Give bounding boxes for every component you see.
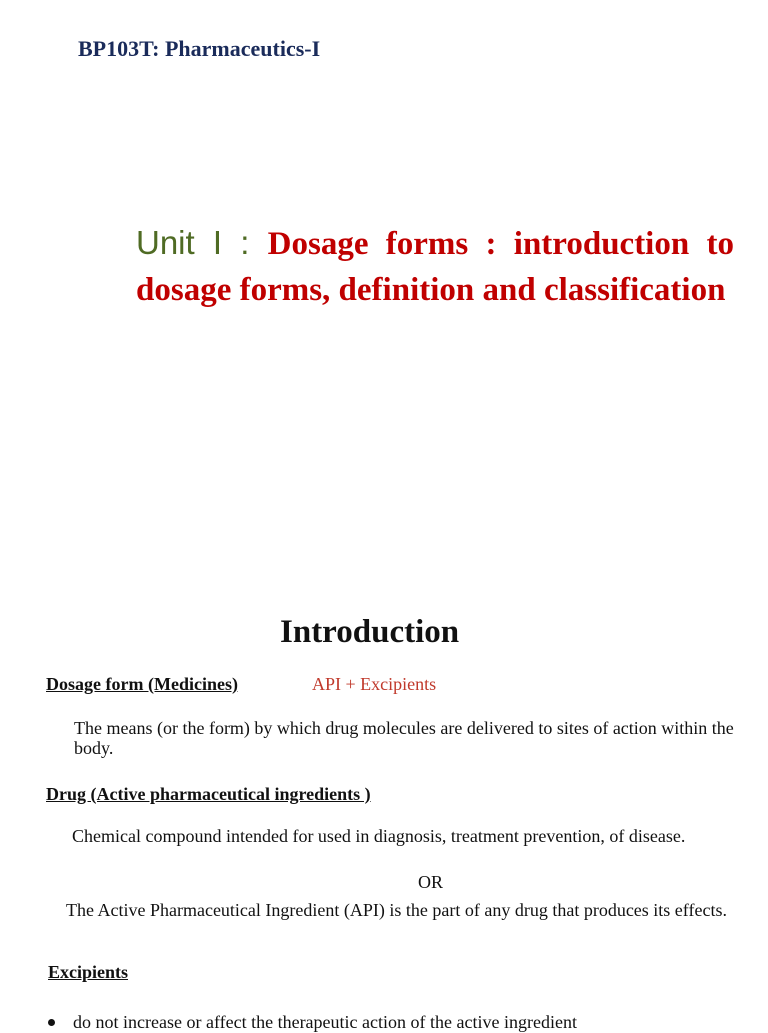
drug-heading: Drug (Active pharmaceutical ingredients ) — [46, 784, 371, 804]
slide-title: Introduction — [280, 614, 460, 650]
api-formula: API + Excipients — [312, 674, 437, 694]
list-item — [48, 1012, 748, 1033]
excipients-bullet-text: do not increase or affect the therapeutic action of the active ingredient — [73, 1012, 577, 1032]
dosage-form-heading: Dosage form (Medicines) — [46, 674, 238, 694]
unit-label: Unit I — [136, 224, 223, 261]
course-title: BP103T: Pharmaceutics-I — [78, 36, 321, 61]
or-separator: OR — [418, 872, 444, 892]
unit-heading — [136, 220, 734, 313]
introduction-slide — [0, 600, 768, 1032]
bullet-icon — [48, 1019, 55, 1026]
excipients-heading: Excipients — [48, 962, 129, 982]
api-definition: The Active Pharmaceutical Ingredient (API) is the part of any drug that produces its effects. — [66, 900, 727, 920]
unit-title: Dosage forms : introduction to dosage forms, definition and classification — [136, 226, 734, 308]
dosage-form-definition: The means (or the form) by which drug molecules are delivered to sites of action within the body. — [74, 718, 734, 758]
drug-definition: Chemical compound intended for used in diagnosis, treatment prevention, of disease. — [72, 826, 686, 846]
unit-separator: : — [222, 224, 268, 261]
